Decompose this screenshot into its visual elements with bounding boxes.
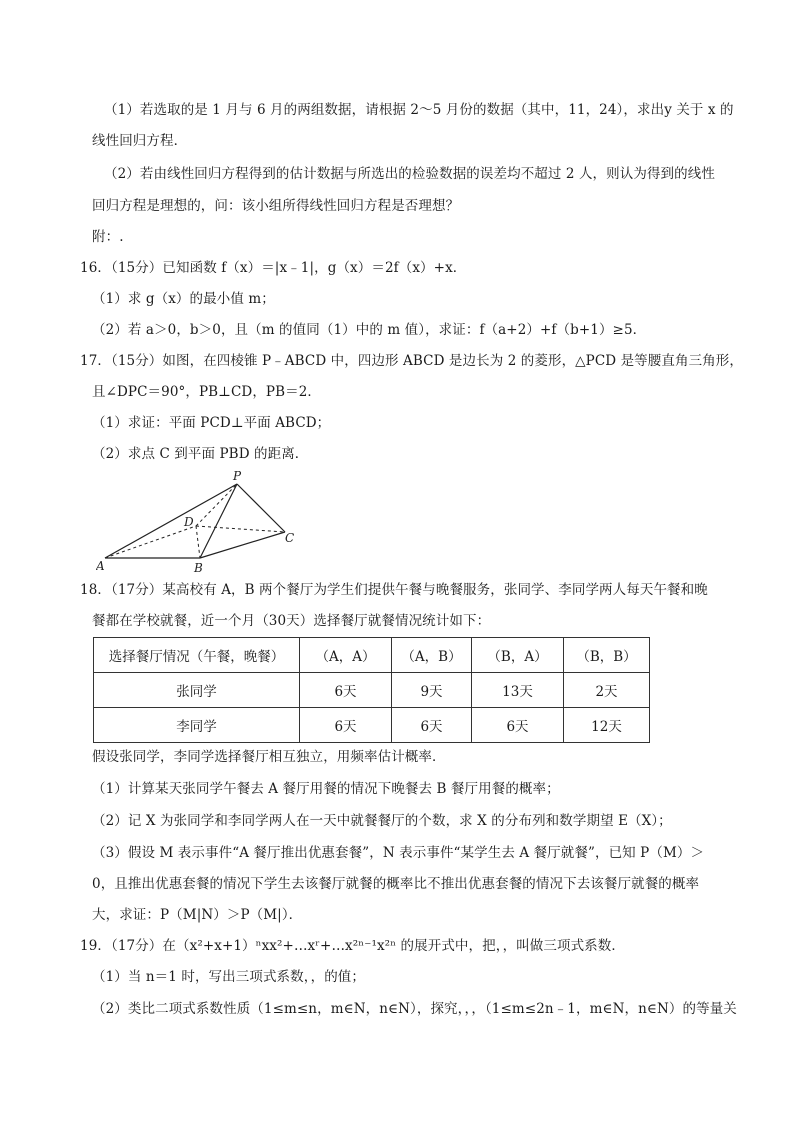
q18-part3-line1: （3）假设 M 表示事件“A 餐厅推出优惠套餐”，N 表示事件“某学生去 A 餐厅就餐”，已知 P（M）＞ bbox=[92, 845, 705, 861]
row-label-cell: 李同学 bbox=[94, 708, 300, 743]
q16-stem: 16．（15分）已知函数 f（x）＝|x﹣1|，g（x）＝2f（x）+x． bbox=[80, 260, 467, 276]
q17-stem-line1: 17．（15分）如图，在四棱锥 P﹣ABCD 中，四边形 ABCD 是边长为 2 的菱形，△PCD 是等腰直角三角形， bbox=[80, 353, 743, 369]
header-cell: （B，B） bbox=[564, 638, 650, 673]
table-cell: 12天 bbox=[564, 708, 650, 743]
table-row bbox=[94, 708, 650, 743]
header-cell: （A，A） bbox=[300, 638, 392, 673]
edge-dc bbox=[196, 526, 285, 532]
label-a: A bbox=[96, 559, 105, 573]
table-header-row bbox=[94, 638, 650, 673]
edge-db bbox=[196, 526, 200, 558]
q15-part1-line2: 线性回归方程． bbox=[92, 133, 188, 149]
edge-pd bbox=[196, 484, 237, 526]
edge-pa bbox=[105, 484, 237, 558]
q17-stem-line2: 且∠DPC＝90°，PB⊥CD，PB＝2． bbox=[92, 384, 322, 400]
label-p: P bbox=[233, 469, 242, 483]
q18-part2: （2）记 X 为张同学和李同学两人在一天中就餐餐厅的个数，求 X 的分布列和数学期望 E（X）； bbox=[92, 813, 672, 829]
q18-part3-line2: 0，且推出优惠套餐的情况下学生去该餐厅就餐的概率比不推出优惠套餐的情况下去该餐厅就餐的概率 bbox=[92, 876, 700, 892]
q18-part1: （1）计算某天张同学午餐去 A 餐厅用餐的情况下晚餐去 B 餐厅用餐的概率； bbox=[92, 781, 560, 797]
q15-part2-line1: （2）若由线性回归方程得到的估计数据与所选出的检验数据的误差均不超过 2 人，则认为得到的线性 bbox=[104, 166, 715, 182]
edge-pc bbox=[237, 484, 285, 532]
edge-ad bbox=[105, 526, 196, 558]
q17-part1: （1）求证：平面 PCD⊥平面 ABCD； bbox=[92, 415, 331, 431]
q18-part3-line3: 大，求证：P（M|N）＞P（M|）． bbox=[92, 907, 303, 923]
label-d: D bbox=[184, 515, 194, 529]
header-cell: 选择餐厅情况（午餐，晚餐） bbox=[94, 638, 300, 673]
table-cell: 2天 bbox=[564, 673, 650, 708]
edge-bc bbox=[200, 532, 285, 558]
q19-part2: （2）类比二项式系数性质（1≤m≤n，m∈N，n∈N），探究，，，（1≤m≤2n﹣1，m∈N，n∈N）的等量关 bbox=[92, 1001, 737, 1017]
table-row bbox=[94, 673, 650, 708]
q19-part1: （1）当 n＝1 时，写出三项式系数，，的值； bbox=[92, 969, 366, 985]
q17-part2: （2）求点 C 到平面 PBD 的距离． bbox=[92, 446, 309, 462]
q15-part1-line1: （1）若选取的是 1 月与 6 月的两组数据，请根据 2～5 月份的数据（其中，11，24），求出y 关于 x 的 bbox=[104, 102, 734, 118]
label-b: B bbox=[194, 561, 203, 574]
q19-stem: 19．（17分）在（x²+x+1）ⁿxx²+…xʳ+…x²ⁿ⁻¹x²ⁿ 的展开式中，把，，叫做三项式系数． bbox=[80, 938, 625, 954]
pyramid-figure bbox=[96, 466, 306, 574]
q18-stem-line2: 餐都在学校就餐，近一个月（30天）选择餐厅就餐情况统计如下： bbox=[92, 613, 491, 629]
edge-pb bbox=[200, 484, 237, 558]
q16-part1: （1）求 g（x）的最小值 m； bbox=[92, 291, 275, 307]
table-cell: 6天 bbox=[300, 708, 392, 743]
q15-part2-line2: 回归方程是理想的，问：该小组所得线性回归方程是否理想？ bbox=[92, 198, 460, 214]
q18-assumption: 假设张同学，李同学选择餐厅相互独立，用频率估计概率． bbox=[92, 749, 446, 765]
table-cell: 6天 bbox=[392, 708, 472, 743]
table-cell: 6天 bbox=[472, 708, 564, 743]
q15-appendix: 附：. bbox=[92, 229, 124, 245]
table-cell: 6天 bbox=[300, 673, 392, 708]
table-cell: 13天 bbox=[472, 673, 564, 708]
header-cell: （A，B） bbox=[392, 638, 472, 673]
row-label-cell: 张同学 bbox=[94, 673, 300, 708]
dining-table bbox=[93, 637, 650, 743]
q18-stem-line1: 18．（17分）某高校有 A，B 两个餐厅为学生们提供午餐与晚餐服务，张同学、李同学两人每天午餐和晚 bbox=[80, 582, 708, 598]
table-cell: 9天 bbox=[392, 673, 472, 708]
header-cell: （B，A） bbox=[472, 638, 564, 673]
label-c: C bbox=[285, 531, 295, 545]
q16-part2: （2）若 a＞0，b＞0，且（m 的值同（1）中的 m 值），求证：f（a+2）+f（b+1）≥5． bbox=[92, 322, 647, 338]
